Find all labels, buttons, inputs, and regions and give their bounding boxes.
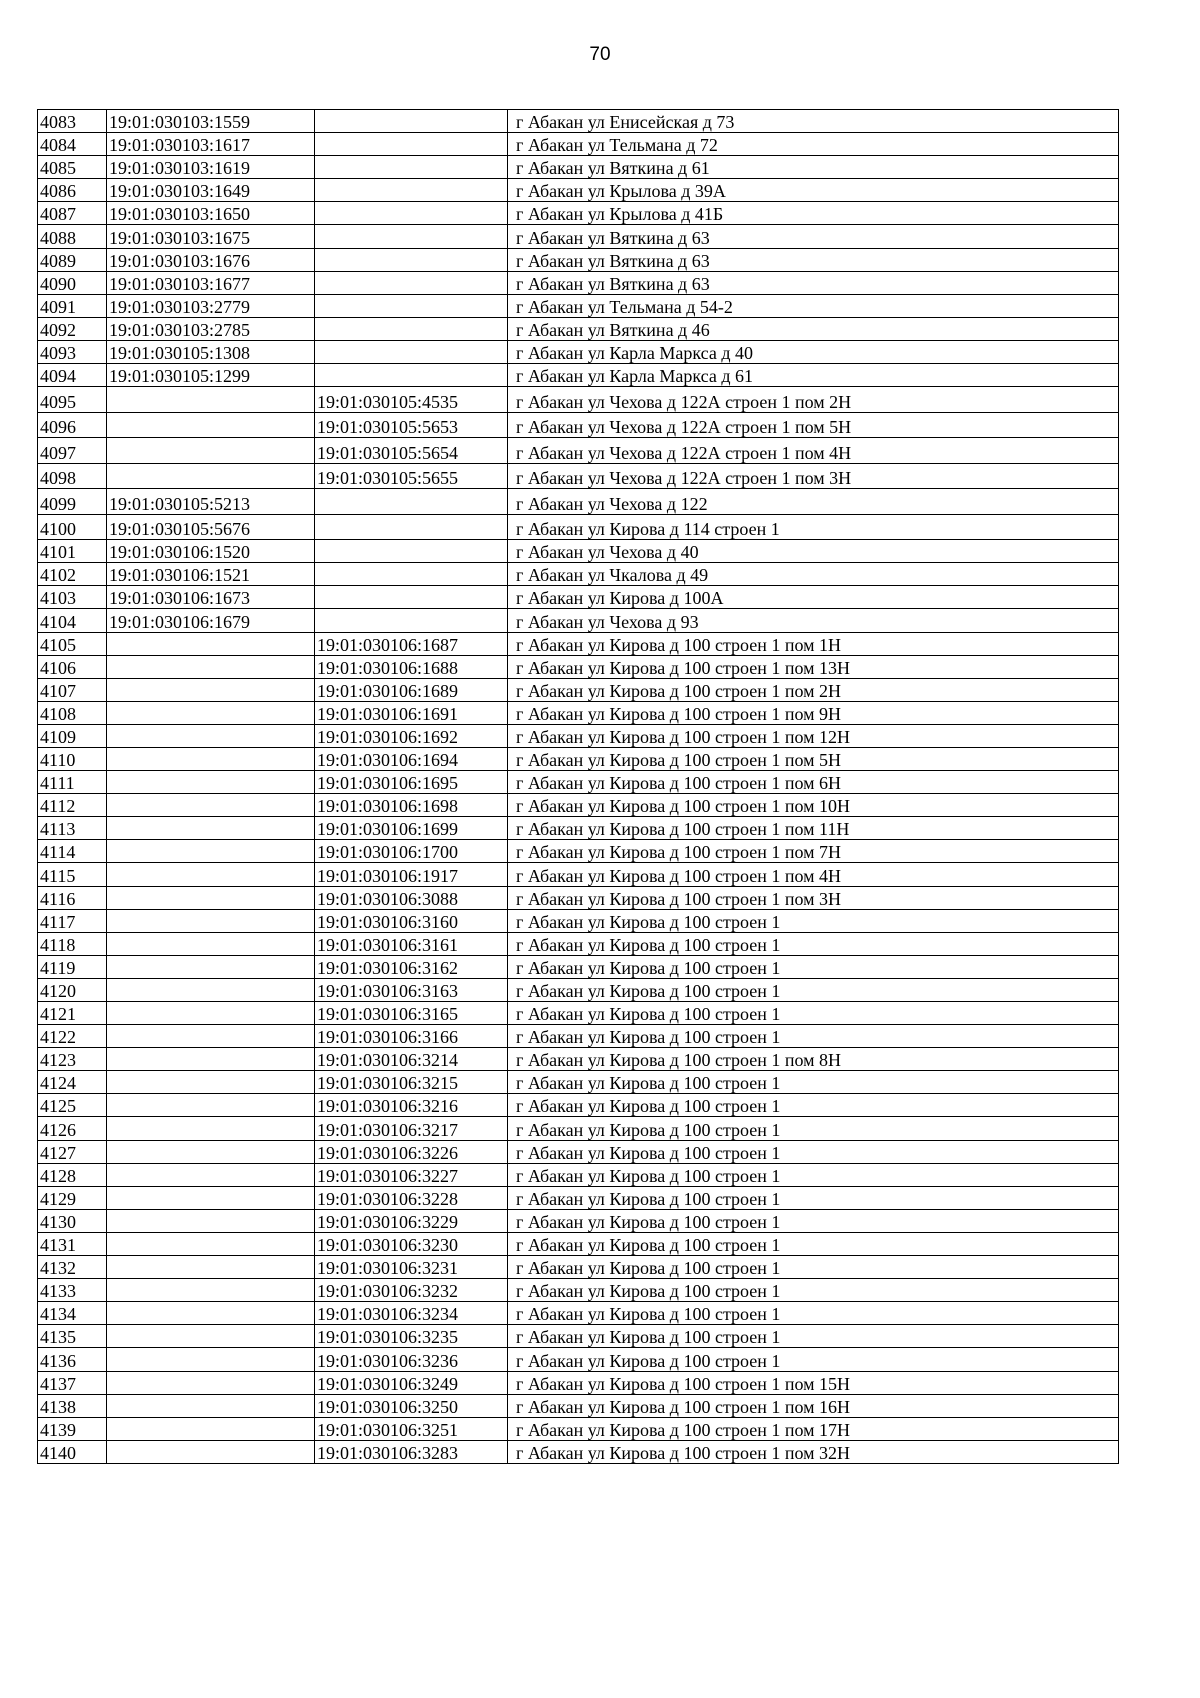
address-cell: г Абакан ул Чехова д 122А строен 1 пом 3Н	[508, 463, 1119, 489]
land-cadastral-number-cell	[107, 1094, 315, 1117]
land-cadastral-number-cell	[107, 817, 315, 840]
row-number-cell: 4126	[38, 1117, 107, 1140]
address-cell: г Абакан ул Вяткина д 46	[508, 317, 1119, 340]
address-cell: г Абакан ул Кирова д 100 строен 1 пом 7Н	[508, 840, 1119, 863]
land-cadastral-number-cell	[107, 678, 315, 701]
row-number-cell: 4088	[38, 225, 107, 248]
table-row	[38, 294, 1119, 317]
land-cadastral-number-cell	[107, 955, 315, 978]
table-row	[38, 1025, 1119, 1048]
building-cadastral-number-cell	[315, 248, 508, 271]
row-number-cell: 4094	[38, 364, 107, 387]
table-row	[38, 202, 1119, 225]
building-cadastral-number-cell: 19:01:030106:3249	[315, 1371, 508, 1394]
address-cell: г Абакан ул Кирова д 100 строен 1 пом 4Н	[508, 863, 1119, 886]
row-number-cell: 4100	[38, 514, 107, 540]
building-cadastral-number-cell: 19:01:030106:3235	[315, 1325, 508, 1348]
row-number-cell: 4102	[38, 563, 107, 586]
address-cell: г Абакан ул Кирова д 100 строен 1	[508, 955, 1119, 978]
building-cadastral-number-cell: 19:01:030106:3231	[315, 1256, 508, 1279]
address-cell: г Абакан ул Кирова д 100 строен 1	[508, 1302, 1119, 1325]
table-row	[38, 1232, 1119, 1255]
row-number-cell: 4083	[38, 110, 107, 133]
row-number-cell: 4089	[38, 248, 107, 271]
land-cadastral-number-cell: 19:01:030103:1649	[107, 179, 315, 202]
address-cell: г Абакан ул Кирова д 100 строен 1	[508, 1325, 1119, 1348]
land-cadastral-number-cell: 19:01:030106:1673	[107, 586, 315, 609]
land-cadastral-number-cell: 19:01:030106:1520	[107, 540, 315, 563]
table-row	[38, 724, 1119, 747]
row-number-cell: 4099	[38, 489, 107, 515]
land-cadastral-number-cell	[107, 1302, 315, 1325]
table-row	[38, 817, 1119, 840]
table-row	[38, 364, 1119, 387]
address-cell: г Абакан ул Кирова д 100 строен 1 пом 12Н	[508, 724, 1119, 747]
address-cell: г Абакан ул Чехова д 122А строен 1 пом 2Н	[508, 387, 1119, 413]
building-cadastral-number-cell	[315, 179, 508, 202]
address-cell: г Абакан ул Кирова д 100 строен 1	[508, 1232, 1119, 1255]
building-cadastral-number-cell: 19:01:030105:5653	[315, 412, 508, 438]
table-row	[38, 1325, 1119, 1348]
row-number-cell: 4119	[38, 955, 107, 978]
land-cadastral-number-cell: 19:01:030103:2785	[107, 317, 315, 340]
land-cadastral-number-cell	[107, 655, 315, 678]
building-cadastral-number-cell	[315, 317, 508, 340]
row-number-cell: 4122	[38, 1025, 107, 1048]
row-number-cell: 4123	[38, 1048, 107, 1071]
building-cadastral-number-cell: 19:01:030106:3216	[315, 1094, 508, 1117]
address-cell: г Абакан ул Тельмана д 72	[508, 133, 1119, 156]
row-number-cell: 4101	[38, 540, 107, 563]
table-row	[38, 412, 1119, 438]
table-row	[38, 1302, 1119, 1325]
building-cadastral-number-cell: 19:01:030106:1688	[315, 655, 508, 678]
address-cell: г Абакан ул Кирова д 100 строен 1 пом 6Н	[508, 771, 1119, 794]
row-number-cell: 4087	[38, 202, 107, 225]
address-cell: г Абакан ул Кирова д 100 строен 1	[508, 909, 1119, 932]
land-cadastral-number-cell: 19:01:030103:1619	[107, 156, 315, 179]
building-cadastral-number-cell: 19:01:030106:3251	[315, 1417, 508, 1440]
building-cadastral-number-cell	[315, 110, 508, 133]
land-cadastral-number-cell: 19:01:030106:1521	[107, 563, 315, 586]
land-cadastral-number-cell: 19:01:030105:1299	[107, 364, 315, 387]
row-number-cell: 4108	[38, 701, 107, 724]
land-cadastral-number-cell	[107, 412, 315, 438]
table-row	[38, 1348, 1119, 1371]
building-cadastral-number-cell: 19:01:030106:3166	[315, 1025, 508, 1048]
table-row	[38, 1186, 1119, 1209]
land-cadastral-number-cell	[107, 1371, 315, 1394]
building-cadastral-number-cell: 19:01:030106:3229	[315, 1209, 508, 1232]
land-cadastral-number-cell: 19:01:030103:1677	[107, 271, 315, 294]
row-number-cell: 4140	[38, 1440, 107, 1463]
address-cell: г Абакан ул Кирова д 100 строен 1	[508, 932, 1119, 955]
land-cadastral-number-cell	[107, 863, 315, 886]
address-cell: г Абакан ул Чехова д 122А строен 1 пом 5Н	[508, 412, 1119, 438]
table-row	[38, 387, 1119, 413]
land-cadastral-number-cell	[107, 771, 315, 794]
building-cadastral-number-cell	[315, 514, 508, 540]
row-number-cell: 4092	[38, 317, 107, 340]
row-number-cell: 4130	[38, 1209, 107, 1232]
building-cadastral-number-cell: 19:01:030106:3234	[315, 1302, 508, 1325]
building-cadastral-number-cell: 19:01:030106:1917	[315, 863, 508, 886]
table-row	[38, 438, 1119, 464]
land-cadastral-number-cell	[107, 747, 315, 770]
land-cadastral-number-cell: 19:01:030103:1675	[107, 225, 315, 248]
row-number-cell: 4135	[38, 1325, 107, 1348]
land-cadastral-number-cell	[107, 1279, 315, 1302]
building-cadastral-number-cell: 19:01:030106:3217	[315, 1117, 508, 1140]
address-cell: г Абакан ул Тельмана д 54-2	[508, 294, 1119, 317]
table-row	[38, 840, 1119, 863]
address-cell: г Абакан ул Кирова д 100 строен 1 пом 32Н	[508, 1440, 1119, 1463]
address-cell: г Абакан ул Кирова д 100 строен 1 пом 13Н	[508, 655, 1119, 678]
land-cadastral-number-cell	[107, 840, 315, 863]
row-number-cell: 4125	[38, 1094, 107, 1117]
address-cell: г Абакан ул Кирова д 100 строен 1	[508, 1094, 1119, 1117]
table-row	[38, 794, 1119, 817]
row-number-cell: 4124	[38, 1071, 107, 1094]
row-number-cell: 4117	[38, 909, 107, 932]
land-cadastral-number-cell	[107, 886, 315, 909]
land-cadastral-number-cell: 19:01:030103:2779	[107, 294, 315, 317]
table-row	[38, 463, 1119, 489]
land-cadastral-number-cell	[107, 1394, 315, 1417]
table-row	[38, 110, 1119, 133]
row-number-cell: 4098	[38, 463, 107, 489]
building-cadastral-number-cell	[315, 586, 508, 609]
building-cadastral-number-cell: 19:01:030106:3250	[315, 1394, 508, 1417]
address-cell: г Абакан ул Кирова д 100 строен 1	[508, 1279, 1119, 1302]
building-cadastral-number-cell: 19:01:030106:1699	[315, 817, 508, 840]
table-row	[38, 271, 1119, 294]
land-cadastral-number-cell	[107, 1348, 315, 1371]
table-row	[38, 655, 1119, 678]
building-cadastral-number-cell: 19:01:030106:1687	[315, 632, 508, 655]
row-number-cell: 4109	[38, 724, 107, 747]
row-number-cell: 4107	[38, 678, 107, 701]
table-row	[38, 489, 1119, 515]
building-cadastral-number-cell	[315, 540, 508, 563]
building-cadastral-number-cell: 19:01:030106:3161	[315, 932, 508, 955]
table-row	[38, 632, 1119, 655]
row-number-cell: 4132	[38, 1256, 107, 1279]
land-cadastral-number-cell	[107, 1025, 315, 1048]
land-cadastral-number-cell	[107, 1325, 315, 1348]
address-cell: г Абакан ул Кирова д 100 строен 1	[508, 1256, 1119, 1279]
row-number-cell: 4112	[38, 794, 107, 817]
building-cadastral-number-cell	[315, 340, 508, 363]
building-cadastral-number-cell	[315, 225, 508, 248]
address-cell: г Абакан ул Карла Маркса д 61	[508, 364, 1119, 387]
address-cell: г Абакан ул Кирова д 100 строен 1	[508, 1209, 1119, 1232]
row-number-cell: 4097	[38, 438, 107, 464]
building-cadastral-number-cell: 19:01:030106:3088	[315, 886, 508, 909]
building-cadastral-number-cell	[315, 133, 508, 156]
row-number-cell: 4139	[38, 1417, 107, 1440]
table-row	[38, 1417, 1119, 1440]
address-cell: г Абакан ул Кирова д 100 строен 1	[508, 1348, 1119, 1371]
address-cell: г Абакан ул Кирова д 100 строен 1 пом 16Н	[508, 1394, 1119, 1417]
address-cell: г Абакан ул Енисейская д 73	[508, 110, 1119, 133]
table-row	[38, 1117, 1119, 1140]
building-cadastral-number-cell: 19:01:030106:3227	[315, 1163, 508, 1186]
table-row	[38, 317, 1119, 340]
land-cadastral-number-cell	[107, 1163, 315, 1186]
row-number-cell: 4086	[38, 179, 107, 202]
address-cell: г Абакан ул Чехова д 122А строен 1 пом 4Н	[508, 438, 1119, 464]
row-number-cell: 4134	[38, 1302, 107, 1325]
land-cadastral-number-cell: 19:01:030105:5676	[107, 514, 315, 540]
address-cell: г Абакан ул Крылова д 39А	[508, 179, 1119, 202]
address-cell: г Абакан ул Кирова д 100 строен 1 пом 9Н	[508, 701, 1119, 724]
table-row	[38, 1279, 1119, 1302]
table-row	[38, 1002, 1119, 1025]
building-cadastral-number-cell: 19:01:030106:3228	[315, 1186, 508, 1209]
table-row	[38, 586, 1119, 609]
address-cell: г Абакан ул Кирова д 100 строен 1 пом 8Н	[508, 1048, 1119, 1071]
row-number-cell: 4111	[38, 771, 107, 794]
land-cadastral-number-cell	[107, 932, 315, 955]
row-number-cell: 4093	[38, 340, 107, 363]
land-cadastral-number-cell	[107, 632, 315, 655]
table-row	[38, 678, 1119, 701]
land-cadastral-number-cell	[107, 1140, 315, 1163]
table-row	[38, 1394, 1119, 1417]
address-cell: г Абакан ул Кирова д 100 строен 1 пом 11Н	[508, 817, 1119, 840]
land-cadastral-number-cell	[107, 1117, 315, 1140]
building-cadastral-number-cell: 19:01:030106:3232	[315, 1279, 508, 1302]
table-row	[38, 1094, 1119, 1117]
row-number-cell: 4121	[38, 1002, 107, 1025]
row-number-cell: 4113	[38, 817, 107, 840]
address-cell: г Абакан ул Чкалова д 49	[508, 563, 1119, 586]
building-cadastral-number-cell: 19:01:030106:1700	[315, 840, 508, 863]
row-number-cell: 4106	[38, 655, 107, 678]
building-cadastral-number-cell: 19:01:030106:3215	[315, 1071, 508, 1094]
table-row	[38, 1071, 1119, 1094]
table-row	[38, 133, 1119, 156]
building-cadastral-number-cell: 19:01:030106:1694	[315, 747, 508, 770]
table-row	[38, 955, 1119, 978]
address-cell: г Абакан ул Чехова д 40	[508, 540, 1119, 563]
page-number: 70	[589, 44, 611, 65]
building-cadastral-number-cell: 19:01:030106:1695	[315, 771, 508, 794]
land-cadastral-number-cell: 19:01:030103:1617	[107, 133, 315, 156]
address-cell: г Абакан ул Чехова д 122	[508, 489, 1119, 515]
land-cadastral-number-cell	[107, 463, 315, 489]
table-row	[38, 1140, 1119, 1163]
building-cadastral-number-cell	[315, 156, 508, 179]
address-cell: г Абакан ул Кирова д 100 строен 1 пом 3Н	[508, 886, 1119, 909]
address-cell: г Абакан ул Кирова д 100 строен 1 пом 15Н	[508, 1371, 1119, 1394]
table-row	[38, 179, 1119, 202]
address-cell: г Абакан ул Кирова д 100 строен 1 пом 2Н	[508, 678, 1119, 701]
building-cadastral-number-cell: 19:01:030106:1698	[315, 794, 508, 817]
address-cell: г Абакан ул Кирова д 100 строен 1	[508, 1186, 1119, 1209]
table-row	[38, 909, 1119, 932]
row-number-cell: 4115	[38, 863, 107, 886]
address-cell: г Абакан ул Кирова д 114 строен 1	[508, 514, 1119, 540]
address-cell: г Абакан ул Кирова д 100 строен 1 пом 17Н	[508, 1417, 1119, 1440]
land-cadastral-number-cell: 19:01:030103:1676	[107, 248, 315, 271]
row-number-cell: 4110	[38, 747, 107, 770]
building-cadastral-number-cell	[315, 271, 508, 294]
address-cell: г Абакан ул Кирова д 100 строен 1 пом 10Н	[508, 794, 1119, 817]
address-cell: г Абакан ул Кирова д 100 строен 1	[508, 1071, 1119, 1094]
table-row	[38, 1048, 1119, 1071]
row-number-cell: 4104	[38, 609, 107, 632]
land-cadastral-number-cell: 19:01:030103:1559	[107, 110, 315, 133]
land-cadastral-number-cell	[107, 794, 315, 817]
building-cadastral-number-cell: 19:01:030106:3236	[315, 1348, 508, 1371]
land-cadastral-number-cell: 19:01:030105:1308	[107, 340, 315, 363]
table-row	[38, 1163, 1119, 1186]
row-number-cell: 4105	[38, 632, 107, 655]
land-cadastral-number-cell	[107, 724, 315, 747]
row-number-cell: 4116	[38, 886, 107, 909]
building-cadastral-number-cell: 19:01:030106:1692	[315, 724, 508, 747]
row-number-cell: 4137	[38, 1371, 107, 1394]
row-number-cell: 4091	[38, 294, 107, 317]
row-number-cell: 4133	[38, 1279, 107, 1302]
building-cadastral-number-cell	[315, 294, 508, 317]
table-row	[38, 248, 1119, 271]
building-cadastral-number-cell	[315, 364, 508, 387]
row-number-cell: 4085	[38, 156, 107, 179]
building-cadastral-number-cell	[315, 202, 508, 225]
land-cadastral-number-cell	[107, 1048, 315, 1071]
row-number-cell: 4084	[38, 133, 107, 156]
building-cadastral-number-cell: 19:01:030105:5655	[315, 463, 508, 489]
table-row	[38, 1256, 1119, 1279]
row-number-cell: 4095	[38, 387, 107, 413]
row-number-cell: 4090	[38, 271, 107, 294]
land-cadastral-number-cell: 19:01:030103:1650	[107, 202, 315, 225]
address-cell: г Абакан ул Кирова д 100 строен 1	[508, 1140, 1119, 1163]
address-cell: г Абакан ул Вяткина д 63	[508, 248, 1119, 271]
building-cadastral-number-cell: 19:01:030106:3160	[315, 909, 508, 932]
building-cadastral-number-cell	[315, 563, 508, 586]
row-number-cell: 4136	[38, 1348, 107, 1371]
address-cell: г Абакан ул Вяткина д 63	[508, 271, 1119, 294]
building-cadastral-number-cell	[315, 609, 508, 632]
address-cell: г Абакан ул Крылова д 41Б	[508, 202, 1119, 225]
table-body	[38, 110, 1119, 1464]
row-number-cell: 4138	[38, 1394, 107, 1417]
table-row	[38, 747, 1119, 770]
land-cadastral-number-cell	[107, 909, 315, 932]
address-cell: г Абакан ул Кирова д 100А	[508, 586, 1119, 609]
table-row	[38, 514, 1119, 540]
table-row	[38, 863, 1119, 886]
property-registry-table	[37, 109, 1119, 1464]
table-row	[38, 886, 1119, 909]
land-cadastral-number-cell	[107, 701, 315, 724]
building-cadastral-number-cell: 19:01:030105:4535	[315, 387, 508, 413]
land-cadastral-number-cell	[107, 1209, 315, 1232]
row-number-cell: 4118	[38, 932, 107, 955]
building-cadastral-number-cell	[315, 489, 508, 515]
land-cadastral-number-cell	[107, 1417, 315, 1440]
address-cell: г Абакан ул Кирова д 100 строен 1	[508, 978, 1119, 1001]
row-number-cell: 4129	[38, 1186, 107, 1209]
address-cell: г Абакан ул Кирова д 100 строен 1	[508, 1163, 1119, 1186]
address-cell: г Абакан ул Карла Маркса д 40	[508, 340, 1119, 363]
row-number-cell: 4096	[38, 412, 107, 438]
table-row	[38, 340, 1119, 363]
building-cadastral-number-cell: 19:01:030106:3283	[315, 1440, 508, 1463]
building-cadastral-number-cell: 19:01:030106:3163	[315, 978, 508, 1001]
address-cell: г Абакан ул Кирова д 100 строен 1 пом 5Н	[508, 747, 1119, 770]
table-row	[38, 1209, 1119, 1232]
table-row	[38, 1440, 1119, 1463]
table-row	[38, 1371, 1119, 1394]
address-cell: г Абакан ул Кирова д 100 строен 1	[508, 1025, 1119, 1048]
building-cadastral-number-cell: 19:01:030106:1691	[315, 701, 508, 724]
land-cadastral-number-cell	[107, 438, 315, 464]
building-cadastral-number-cell: 19:01:030106:3165	[315, 1002, 508, 1025]
table-row	[38, 540, 1119, 563]
table-row	[38, 978, 1119, 1001]
row-number-cell: 4127	[38, 1140, 107, 1163]
land-cadastral-number-cell	[107, 1071, 315, 1094]
row-number-cell: 4131	[38, 1232, 107, 1255]
row-number-cell: 4120	[38, 978, 107, 1001]
building-cadastral-number-cell: 19:01:030106:3162	[315, 955, 508, 978]
building-cadastral-number-cell: 19:01:030106:3230	[315, 1232, 508, 1255]
table-row	[38, 563, 1119, 586]
table-row	[38, 156, 1119, 179]
land-cadastral-number-cell	[107, 1440, 315, 1463]
table-row	[38, 701, 1119, 724]
table-row	[38, 225, 1119, 248]
table-row	[38, 771, 1119, 794]
table-row	[38, 609, 1119, 632]
address-cell: г Абакан ул Кирова д 100 строен 1	[508, 1117, 1119, 1140]
address-cell: г Абакан ул Кирова д 100 строен 1	[508, 1002, 1119, 1025]
row-number-cell: 4114	[38, 840, 107, 863]
land-cadastral-number-cell	[107, 978, 315, 1001]
address-cell: г Абакан ул Чехова д 93	[508, 609, 1119, 632]
land-cadastral-number-cell	[107, 1186, 315, 1209]
land-cadastral-number-cell: 19:01:030105:5213	[107, 489, 315, 515]
building-cadastral-number-cell: 19:01:030106:3214	[315, 1048, 508, 1071]
building-cadastral-number-cell: 19:01:030106:1689	[315, 678, 508, 701]
address-cell: г Абакан ул Кирова д 100 строен 1 пом 1Н	[508, 632, 1119, 655]
building-cadastral-number-cell: 19:01:030105:5654	[315, 438, 508, 464]
land-cadastral-number-cell	[107, 1256, 315, 1279]
land-cadastral-number-cell: 19:01:030106:1679	[107, 609, 315, 632]
building-cadastral-number-cell: 19:01:030106:3226	[315, 1140, 508, 1163]
row-number-cell: 4128	[38, 1163, 107, 1186]
address-cell: г Абакан ул Вяткина д 63	[508, 225, 1119, 248]
land-cadastral-number-cell	[107, 387, 315, 413]
row-number-cell: 4103	[38, 586, 107, 609]
land-cadastral-number-cell	[107, 1232, 315, 1255]
land-cadastral-number-cell	[107, 1002, 315, 1025]
table-row	[38, 932, 1119, 955]
address-cell: г Абакан ул Вяткина д 61	[508, 156, 1119, 179]
